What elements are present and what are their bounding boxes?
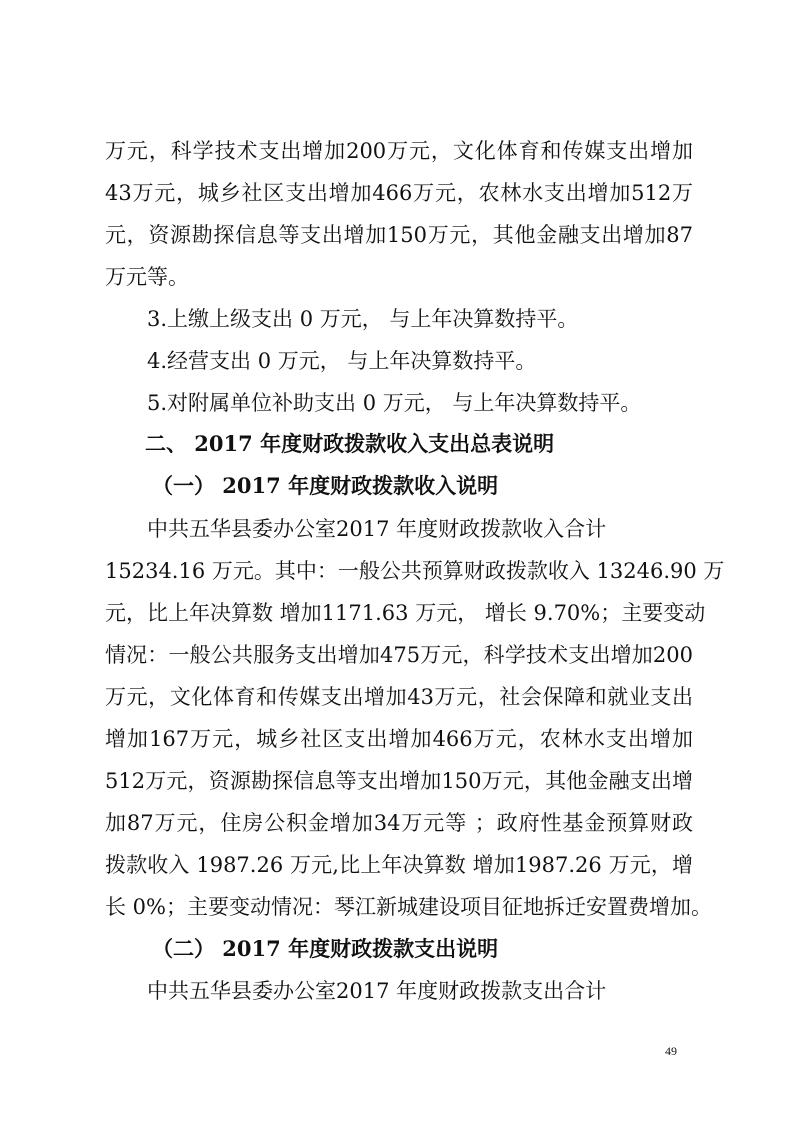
text-line: 中共五华县委办公室2017 年度财政拨款支出合计	[147, 979, 607, 1003]
list-item: 5.对附属单位补助支出 0 万元， 与上年决算数持平。	[147, 391, 642, 415]
text-line: 情况：一般公共服务支出增加475万元，科学技术支出增加200	[105, 643, 693, 667]
text-line: 15234.16 万元。其中：一般公共预算财政拨款收入 13246.90 万	[105, 559, 725, 583]
text-line: 中共五华县委办公室2017 年度财政拨款收入合计	[147, 517, 607, 541]
page-number: 49	[665, 1044, 677, 1058]
text-line: 增加167万元，城乡社区支出增加466万元，农林水支出增加	[105, 727, 693, 751]
text-line: 元，资源勘探信息等支出增加150万元，其他金融支出增加87	[105, 223, 693, 247]
text-line: 512万元，资源勘探信息等支出增加150万元，其他金融支出增	[105, 769, 693, 793]
text-line: 长 0%；主要变动情况：琴江新城建设项目征地拆迁安置费增加。	[105, 895, 712, 919]
text-line: 万元，科学技术支出增加200万元，文化体育和传媒支出增加	[105, 139, 693, 163]
subsection-heading: （一） 2017 年度财政拨款收入说明	[152, 473, 499, 498]
section-heading: 二、 2017 年度财政拨款收入支出总表说明	[145, 431, 555, 456]
text-line: 元，比上年决算数 增加1171.63 万元， 增长 9.70%；主要变动	[105, 601, 706, 625]
text-line: 万元等。	[105, 265, 189, 289]
text-line: 拨款收入 1987.26 万元,比上年决算数 增加1987.26 万元，增	[105, 853, 693, 877]
text-line: 万元，文化体育和传媒支出增加43万元，社会保障和就业支出	[105, 685, 693, 709]
list-item: 3.上缴上级支出 0 万元， 与上年决算数持平。	[147, 307, 579, 331]
list-item: 4.经营支出 0 万元， 与上年决算数持平。	[147, 349, 537, 373]
text-line: 43万元，城乡社区支出增加466万元，农林水支出增加512万	[105, 181, 693, 205]
subsection-heading: （二） 2017 年度财政拨款支出说明	[152, 936, 499, 961]
text-line: 加87万元，住房公积金增加34万元等 ；政府性基金预算财政	[105, 811, 693, 835]
